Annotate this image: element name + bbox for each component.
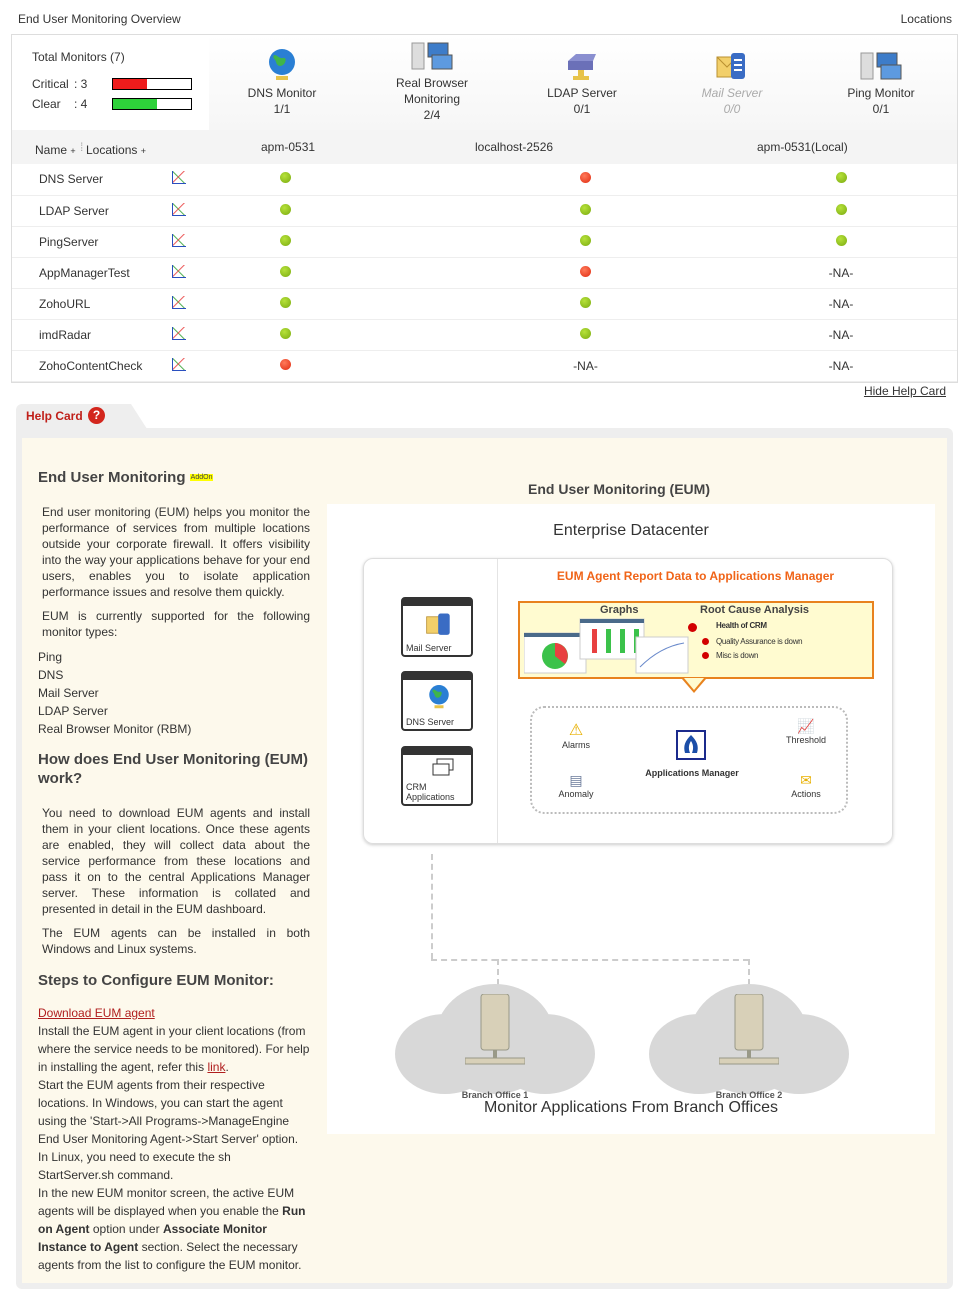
monitor-mail[interactable] — [662, 45, 802, 117]
computers-icon — [362, 35, 502, 73]
monitor-link[interactable]: PingServer — [39, 234, 99, 249]
graph-icon[interactable] — [172, 265, 186, 278]
threshold-icon: 📈 — [797, 718, 815, 734]
os-text: The EUM agents can be installed in both Windows and Linux systems. — [42, 926, 310, 957]
clear-count: : 4 — [74, 97, 88, 111]
rca-item: Quality Assurance is down — [716, 637, 802, 646]
status-up-icon — [280, 297, 291, 308]
app-manager-label: Applications Manager — [645, 768, 739, 778]
steps-title: Steps to Configure EUM Monitor: — [38, 972, 274, 990]
monitor-count: 0/0 — [723, 102, 741, 116]
help-content — [22, 438, 947, 1283]
graph-icon[interactable] — [172, 358, 186, 371]
threshold-item: 📈 Threshold — [776, 718, 836, 745]
hide-help-card-link[interactable]: Hide Help Card — [863, 384, 946, 398]
intro-text: End user monitoring (EUM) helps you monitor the performance of services from multiple locations outside your corporate firewall. It offers visibility into the way your applications behave for your end users, enables you to isolate application performance issues and resolve them quickly. — [42, 505, 310, 600]
ldap-device-icon — [512, 45, 652, 83]
supported-types — [38, 648, 310, 738]
monitor-ldap[interactable] — [512, 45, 652, 117]
report-box — [518, 601, 874, 679]
supported-text: EUM is currently supported for the following monitor types: — [42, 609, 310, 640]
app-dns-server: DNS Server — [401, 671, 473, 731]
column-localhost: localhost-2526 — [475, 140, 554, 154]
diagram-footer: Monitor Applications From Branch Offices — [483, 1099, 779, 1116]
monitor-dns[interactable] — [212, 45, 352, 117]
help-card — [16, 404, 953, 1289]
graphs-label: Graphs — [600, 604, 639, 616]
app-crm: CRM Applications — [401, 746, 473, 806]
status-up-icon — [580, 235, 591, 246]
report-title: EUM Agent Report Data to Applications Manager — [556, 569, 835, 583]
total-label: Total Monitors (7) — [32, 50, 125, 64]
monitor-name: DNS Monitor — [247, 86, 317, 100]
overview-panel — [11, 34, 958, 383]
type-item: DNS — [38, 668, 64, 683]
status-up-icon — [836, 204, 847, 215]
critical-count: : 3 — [74, 77, 88, 91]
critical-row — [32, 77, 87, 91]
question-icon: ? — [88, 407, 105, 424]
datacenter-box — [363, 558, 893, 844]
column-apm-local: apm-0531(Local) — [757, 140, 848, 154]
column-divider: ⁞ — [80, 140, 84, 154]
status-na: -NA- — [828, 296, 854, 311]
anomaly-item: ▤ Anomaly — [546, 772, 606, 799]
envelope-icon: ✉ — [800, 772, 812, 788]
globe-icon — [427, 683, 451, 711]
graph-icon[interactable] — [172, 234, 186, 247]
eum-diagram — [327, 504, 935, 1134]
critical-label: Critical — [32, 77, 69, 91]
monitor-name: Real Browser Monitoring — [395, 76, 469, 106]
steps-list: Download EUM agent Install the EUM agent in your client locations (from where the service needs to be monitored). For help in installing the agent, refer this link. Start the EUM agents from their respective locations. In Windows, you can start the agent using the 'Start->All Programs->ManageEngine End User Monitoring Agent->Start Server' option. In Linux, you need to execute the sh StartServer.sh command. In the new EUM monitor screen, the active EUM agents will be displayed when you enable the Run on Agent option under Associate Monitor Instance to Agent section. Select the necessary agents from the list to configure the EUM monitor. — [38, 1006, 310, 1273]
status-na: -NA- — [828, 265, 854, 280]
status-up-icon — [580, 204, 591, 215]
graphs-thumbnail-icon — [524, 617, 690, 675]
sort-by-name[interactable]: Name + — [35, 143, 76, 157]
app-manager-box — [530, 706, 848, 814]
status-down-icon — [280, 359, 291, 370]
step-1: Install the EUM agent in your client locations (from where the service needs to be monitored). For help in installing the agent, refer this — [38, 1024, 310, 1075]
monitor-count: 2/4 — [423, 108, 441, 122]
status-up-icon — [836, 235, 847, 246]
status-na: -NA- — [828, 327, 854, 342]
help-card-title: Help Card — [26, 409, 83, 423]
datacenter-label: Enterprise Datacenter — [553, 522, 709, 539]
page-title: End User Monitoring Overview — [18, 12, 181, 26]
monitor-link[interactable]: imdRadar — [39, 327, 92, 342]
type-item: Mail Server — [38, 686, 99, 701]
diagram-title: End User Monitoring (EUM) — [528, 481, 710, 497]
sort-icon: + — [140, 146, 146, 156]
server-icon — [465, 994, 525, 1074]
clear-label: Clear — [32, 97, 61, 111]
branch-office-1: Branch Office 1 — [395, 984, 595, 1114]
monitor-link[interactable]: LDAP Server — [39, 203, 109, 218]
sort-by-locations[interactable]: Locations + — [86, 143, 146, 157]
monitor-link[interactable]: ZohoURL — [39, 296, 91, 311]
table-row — [12, 164, 957, 195]
status-up-icon — [580, 328, 591, 339]
rca-item: Misc is down — [716, 651, 758, 660]
actions-item: ✉ Actions — [776, 772, 836, 799]
graph-icon[interactable] — [172, 171, 186, 184]
monitor-link[interactable]: ZohoContentCheck — [39, 358, 143, 373]
app-manager-logo-icon — [676, 730, 706, 760]
monitor-count: 0/1 — [573, 102, 591, 116]
sort-icon: + — [70, 146, 76, 156]
table-row — [12, 226, 957, 257]
critical-bar — [112, 78, 192, 90]
table-row — [12, 319, 957, 350]
help-text — [38, 470, 310, 1274]
help-title: End User Monitoring AddOn — [38, 469, 213, 486]
table-row — [12, 350, 957, 381]
status-up-icon — [280, 328, 291, 339]
clear-bar — [112, 98, 192, 110]
how-text: You need to download EUM agents and install them in your client locations. Once these agents are enabled, they will collect data about the service performance from these locations and pass it on to the central Applications Manager server. These information is collated and presented in detail in the EUM dashboard. — [42, 806, 310, 917]
monitor-name: LDAP Server — [547, 86, 617, 100]
help-link[interactable]: link — [207, 1060, 226, 1075]
monitor-link[interactable]: DNS Server — [39, 172, 104, 187]
callout-pointer — [682, 679, 706, 693]
branch-office-2: Branch Office 2 — [649, 984, 849, 1114]
step-2: Start the EUM agents from their respective locations. In Windows, you can start the agent using the 'Start->All Programs->ManageEngine End User Monitoring Agent->Start Server' option. In Linux, you need to execute the sh StartServer.sh command. — [38, 1078, 299, 1183]
table-row — [12, 195, 957, 226]
warning-icon: ⚠ — [568, 722, 584, 739]
monitor-ping[interactable] — [811, 45, 951, 117]
type-item: Real Browser Monitor (RBM) — [38, 722, 192, 737]
graph-icon[interactable] — [172, 296, 186, 309]
mail-server-icon — [425, 611, 453, 639]
graph-icon[interactable] — [172, 203, 186, 216]
server-icon — [719, 994, 779, 1074]
column-apm-0531: apm-0531 — [261, 140, 316, 154]
rca-label: Root Cause Analysis — [700, 604, 810, 616]
app-mail-server: Mail Server — [401, 597, 473, 657]
type-item: Ping — [38, 650, 63, 665]
monitor-summary — [12, 35, 957, 130]
table-row — [12, 288, 957, 319]
status-down-icon — [580, 266, 591, 277]
step-3: In the new EUM monitor screen, the active EUM agents will be displayed when you enable the — [38, 1186, 295, 1219]
monitor-rbm[interactable] — [362, 35, 502, 123]
rca-item: Health of CRM — [716, 621, 767, 630]
status-up-icon — [280, 266, 291, 277]
computers-icon — [811, 45, 951, 83]
globe-icon — [212, 45, 352, 83]
monitor-link[interactable]: AppManagerTest — [39, 265, 130, 280]
status-up-icon — [280, 235, 291, 246]
monitor-count: 1/1 — [273, 102, 291, 116]
how-title: How does End User Monitoring (EUM) work? — [38, 751, 308, 788]
monitor-table — [12, 164, 957, 382]
monitor-count: 0/1 — [872, 102, 890, 116]
document-icon: ▤ — [569, 772, 583, 788]
page-header — [18, 12, 952, 28]
status-up-icon — [580, 297, 591, 308]
status-up-icon — [836, 172, 847, 183]
graph-icon[interactable] — [172, 327, 186, 340]
monitor-name: Ping Monitor — [847, 86, 915, 100]
monitor-name: Mail Server — [701, 86, 763, 100]
clear-row — [32, 97, 87, 111]
download-eum-agent-link[interactable]: Download EUM agent — [38, 1006, 155, 1021]
addon-badge: AddOn — [190, 474, 213, 482]
locations-link[interactable]: Locations — [900, 12, 952, 26]
total-monitors — [12, 35, 209, 130]
status-na: -NA- — [828, 358, 854, 373]
type-item: LDAP Server — [38, 704, 108, 719]
windows-icon — [431, 758, 455, 778]
status-up-icon — [280, 172, 291, 183]
status-up-icon — [280, 204, 291, 215]
alarms-item: ⚠ Alarms — [546, 720, 606, 750]
table-header — [12, 130, 957, 164]
status-na: -NA- — [573, 358, 598, 373]
table-row — [12, 257, 957, 288]
mail-server-icon — [662, 45, 802, 83]
status-down-icon — [580, 172, 591, 183]
